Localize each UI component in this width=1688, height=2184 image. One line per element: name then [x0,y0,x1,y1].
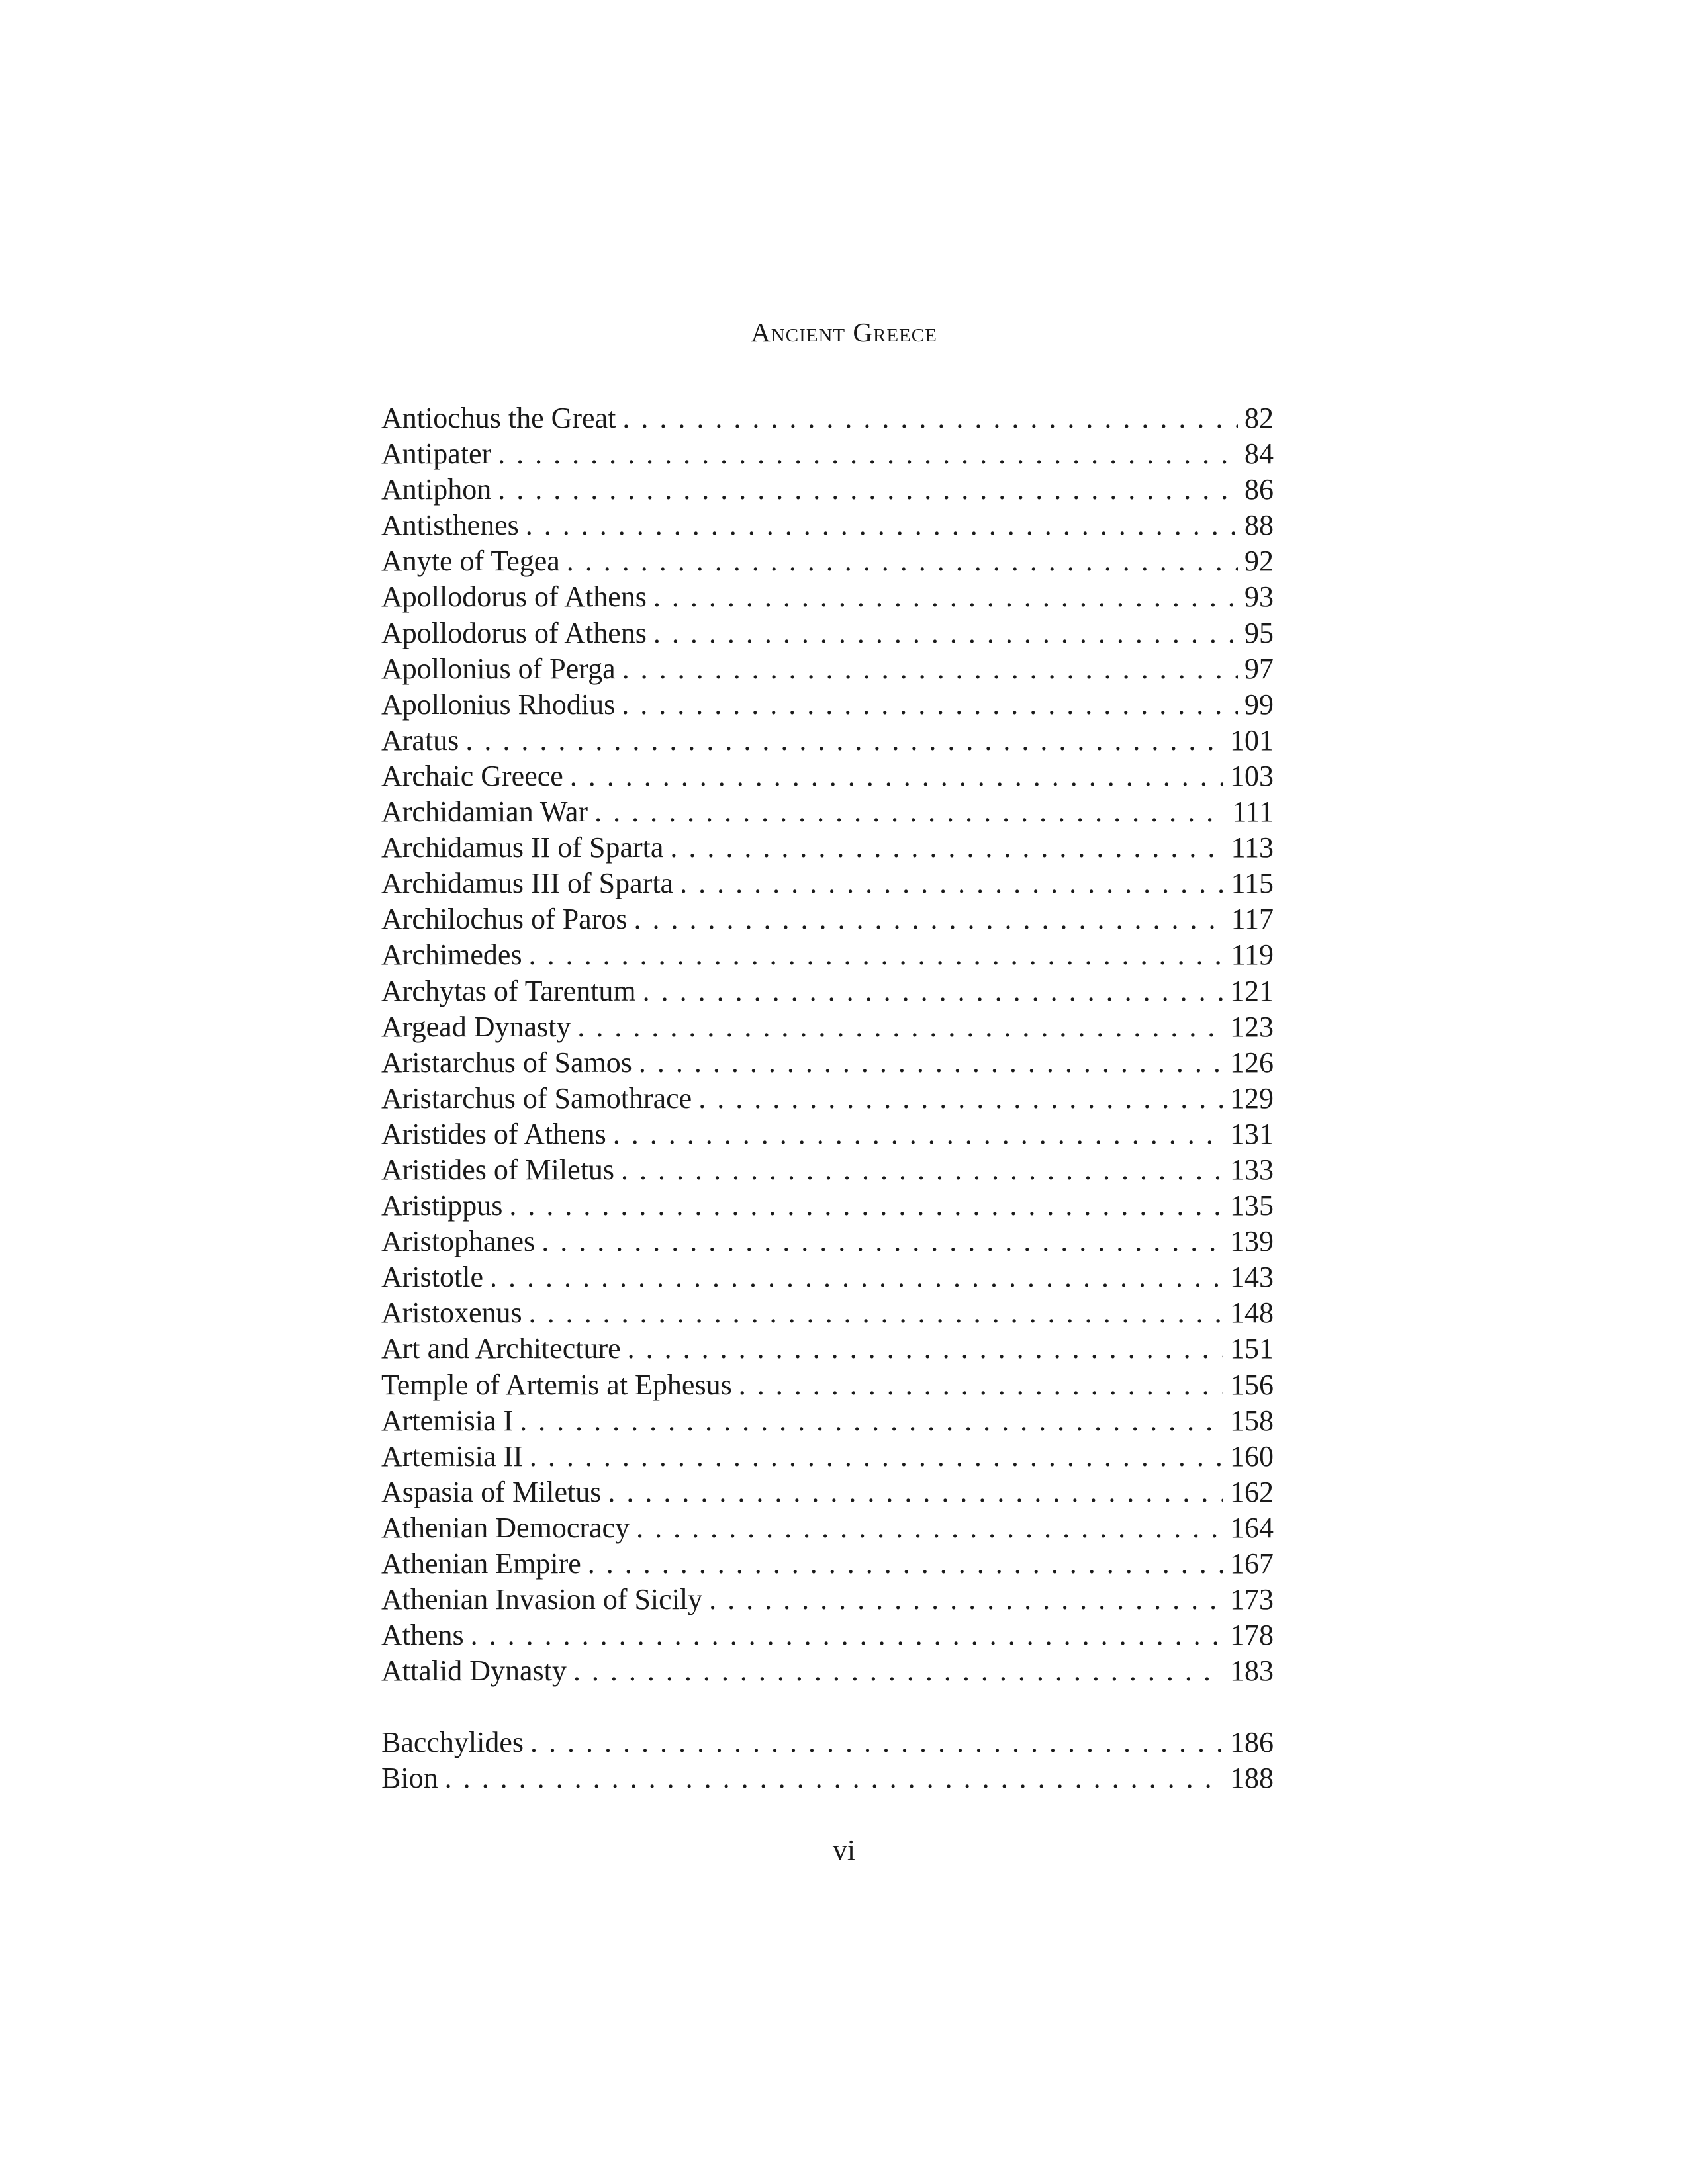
toc-entry[interactable] [381,1081,1274,1116]
toc-entry-page: 178 [1230,1619,1274,1652]
toc-entry-page: 156 [1230,1368,1274,1401]
toc-entry-title: Athenian Empire [381,1547,581,1580]
toc-entry-page: 148 [1230,1297,1274,1330]
toc-entry-title: Bacchylides [381,1726,524,1759]
toc-entry[interactable] [381,758,1274,794]
toc-entry[interactable] [381,1653,1274,1689]
page-number: vi [832,1834,856,1866]
toc-entry[interactable] [381,1510,1274,1546]
toc-entry-title: Aristarchus of Samos [381,1046,632,1079]
toc-entry-title: Apollonius of Perga [381,652,616,685]
toc-entry-page: 162 [1230,1475,1274,1508]
toc-entry-title: Aristippus [381,1189,503,1222]
toc-entry-page: 103 [1230,759,1274,792]
toc-entry[interactable] [381,723,1274,758]
toc-entry[interactable] [381,687,1274,723]
toc-entry[interactable] [381,1760,1274,1796]
toc-entry[interactable] [381,436,1274,472]
toc-entry-title: Aristotle [381,1261,483,1294]
toc-entry-title: Anyte of Tegea [381,545,560,578]
dot-leader [702,1582,1223,1617]
toc-entry[interactable] [381,1045,1274,1081]
toc-entry-title: Aristides of Miletus [381,1153,614,1186]
toc-entry[interactable] [381,1617,1274,1653]
toc-entry-page: 95 [1244,616,1274,649]
dot-leader [535,1224,1223,1259]
dot-leader [567,1653,1223,1689]
toc-entry-page: 99 [1244,688,1274,721]
toc-entry[interactable] [381,1475,1274,1510]
toc-entry-page: 121 [1230,974,1274,1007]
toc-entry-page: 86 [1244,473,1274,506]
dot-leader [491,436,1238,472]
toc-entry-page: 135 [1230,1189,1274,1222]
toc-entry[interactable] [381,400,1274,436]
toc-entry[interactable] [381,1009,1274,1045]
toc-entry[interactable] [381,1582,1274,1617]
toc-entry-title: Apollodorus of Athens [381,580,647,614]
toc-entry-page: 115 [1231,867,1274,900]
toc-entry[interactable] [381,937,1274,973]
toc-entry-page: 101 [1230,723,1274,756]
toc-entry[interactable] [381,1403,1274,1439]
dot-leader [636,974,1223,1009]
dot-leader [601,1475,1223,1510]
toc-entry-title: Apollodorus of Athens [381,616,647,649]
toc-group [381,400,1274,1689]
toc-entry-title: Archimedes [381,938,522,972]
dot-leader [647,615,1238,651]
toc-entry-title: Attalid Dynasty [381,1655,567,1688]
toc-entry[interactable] [381,508,1274,543]
toc-entry-page: 92 [1244,545,1274,578]
toc-entry-title: Aristophanes [381,1225,536,1258]
toc-entry[interactable] [381,974,1274,1009]
toc-entry-page: 97 [1244,652,1274,685]
dot-leader [692,1081,1223,1116]
toc-entry[interactable] [381,1224,1274,1259]
toc-entry-title: Athens [381,1619,464,1652]
toc-entry-page: 119 [1231,938,1274,972]
toc-entry-page: 183 [1230,1655,1274,1688]
toc-entry-title: Aristoxenus [381,1297,522,1330]
toc-entry[interactable] [381,472,1274,508]
dot-leader [663,830,1224,866]
dot-leader [673,866,1225,901]
toc-entry-title: Archytas of Tarentum [381,974,636,1007]
dot-leader [523,1439,1223,1475]
toc-entry[interactable] [381,1439,1274,1475]
toc-entry-title: Archidamian War [381,796,588,829]
toc-entry-title: Antipater [381,437,492,471]
toc-entry-title: Artemisia I [381,1404,514,1437]
toc-entry[interactable] [381,901,1274,937]
dot-leader [563,758,1223,794]
toc-entry-title: Aristarchus of Samothrace [381,1081,692,1115]
toc-entry-page: 164 [1230,1511,1274,1544]
toc-entry-page: 131 [1230,1117,1274,1150]
toc-entry-title: Antisthenes [381,509,519,542]
dot-leader [571,1009,1223,1045]
dot-leader [502,1188,1223,1224]
toc-entry-title: Artemisia II [381,1439,523,1473]
toc-entry-title: Temple of Artemis at Ephesus [381,1368,732,1401]
dot-leader [647,579,1238,615]
toc-entry[interactable] [381,1259,1274,1295]
dot-leader [513,1403,1223,1439]
toc-entry[interactable] [381,866,1274,901]
dot-leader [615,687,1238,723]
dot-leader [606,1116,1223,1152]
toc-entry-title: Archidamus II of Sparta [381,831,664,864]
toc-entry-title: Apollonius Rhodius [381,688,616,721]
toc-entry[interactable] [381,1152,1274,1188]
toc-entry-page: 113 [1231,831,1274,864]
running-header: Ancient Greece [751,317,937,347]
dot-leader [519,508,1238,543]
toc-entry-title: Aspasia of Miletus [381,1475,602,1508]
toc-entry-title: Antiphon [381,473,492,506]
toc-entry-title: Aratus [381,723,459,756]
toc-entry-title: Athenian Democracy [381,1511,630,1544]
table-of-contents [381,400,1274,1797]
toc-entry-page: 111 [1232,796,1274,829]
dot-leader [581,1546,1223,1582]
toc-entry-page: 158 [1230,1404,1274,1437]
toc-entry[interactable] [381,1188,1274,1224]
toc-entry-page: 160 [1230,1439,1274,1473]
toc-entry[interactable] [381,1367,1274,1403]
toc-entry-page: 129 [1230,1081,1274,1115]
dot-leader [522,937,1225,973]
toc-entry-page: 188 [1230,1762,1274,1795]
toc-entry-page: 93 [1244,580,1274,614]
dot-leader [560,543,1238,579]
dot-leader [438,1760,1223,1796]
toc-entry-page: 143 [1230,1261,1274,1294]
toc-entry-title: Archidamus III of Sparta [381,867,674,900]
toc-entry-title: Antiochus the Great [381,402,616,434]
toc-entry-title: Athenian Invasion of Sicily [381,1583,703,1616]
dot-leader [464,1617,1223,1653]
toc-entry-page: 117 [1231,903,1274,936]
toc-entry-page: 82 [1244,402,1274,434]
dot-leader [524,1725,1223,1760]
toc-entry[interactable] [381,543,1274,579]
toc-entry-page: 126 [1230,1046,1274,1079]
toc-entry[interactable] [381,794,1274,830]
dot-leader [491,472,1238,508]
toc-entry-page: 186 [1230,1726,1274,1759]
toc-entry[interactable] [381,1546,1274,1582]
toc-entry[interactable] [381,1331,1274,1367]
toc-entry-title: Archilochus of Paros [381,903,628,936]
dot-leader [483,1259,1223,1295]
toc-entry-page: 151 [1230,1332,1274,1365]
toc-entry-title: Aristides of Athens [381,1117,606,1150]
dot-leader [459,723,1223,758]
toc-entry-page: 123 [1230,1010,1274,1043]
toc-entry-page: 133 [1230,1153,1274,1186]
toc-entry-page: 84 [1244,437,1274,471]
toc-entry-page: 139 [1230,1225,1274,1258]
dot-leader [616,651,1238,687]
toc-entry[interactable] [381,615,1274,651]
dot-leader [616,400,1238,436]
toc-entry-title: Bion [381,1762,438,1795]
dot-leader [614,1152,1223,1188]
dot-leader [588,794,1225,830]
toc-entry[interactable] [381,1295,1274,1331]
toc-entry-title: Argead Dynasty [381,1010,571,1043]
toc-entry-page: 88 [1244,509,1274,542]
toc-entry[interactable] [381,579,1274,615]
toc-entry-page: 167 [1230,1547,1274,1580]
dot-leader [621,1331,1223,1367]
toc-entry[interactable] [381,1116,1274,1152]
dot-leader [522,1295,1223,1331]
toc-entry[interactable] [381,830,1274,866]
toc-entry-title: Art and Architecture [381,1332,621,1365]
toc-entry-page: 173 [1230,1583,1274,1616]
dot-leader [632,1045,1223,1081]
toc-entry[interactable] [381,651,1274,687]
toc-entry-title: Archaic Greece [381,759,563,792]
dot-leader [630,1510,1223,1546]
dot-leader [732,1367,1223,1403]
toc-entry[interactable] [381,1725,1274,1760]
dot-leader [628,901,1225,937]
toc-group [381,1725,1274,1796]
